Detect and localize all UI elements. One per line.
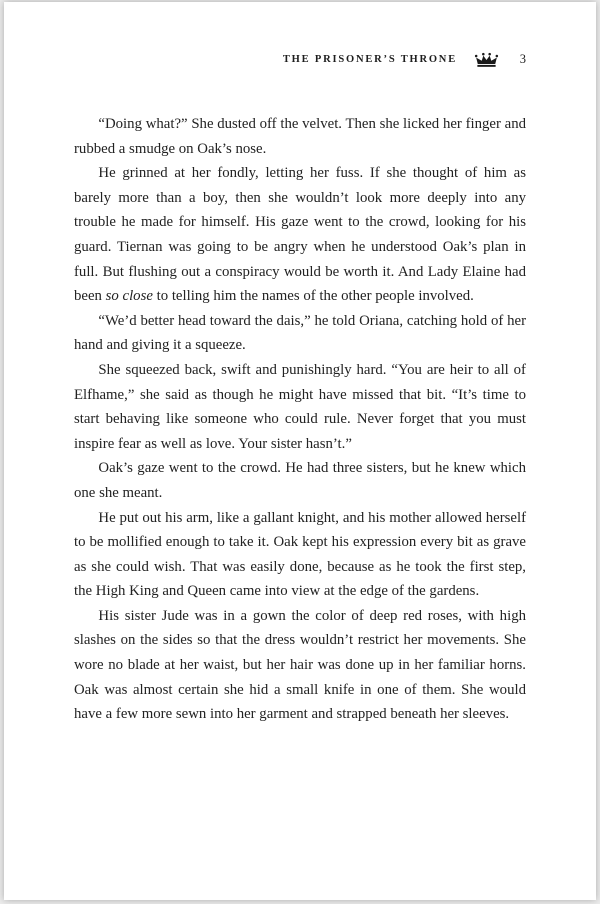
page-header <box>74 50 526 68</box>
text-run: She squeezed back, swift and punishingly hard. “You are heir to all of Elfhame,” she said as though he might have missed that bit. “It’s time to start behaving like someone who could rule. Never forget that you must inspire fear as well as love. Your sister hasn’t.” <box>74 361 526 452</box>
running-head-title: THE PRISONER’S THRONE <box>282 53 457 65</box>
page-number: 3 <box>519 51 526 66</box>
text-run: “Doing what?” She dusted off the velvet. Then she licked her finger and rubbed a smudge on Oak’s nose. <box>74 116 526 157</box>
text-run: Oak’s gaze went to the crowd. He had three sisters, but he knew which one she meant. <box>74 460 526 501</box>
text-run: His sister Jude was in a gown the color of deep red roses, with high slashes on the sides so that the dress wouldn’t restrict her movements. She wore no blade at her waist, but her hair was done up in her familiar horns. Oak was almost certain she hid a small knife in one of them. She would have a few more sewn into her garment and strapped beneath her sleeves. <box>74 607 526 723</box>
text-run: He put out his arm, like a gallant knight, and his mother allowed herself to be mollified enough to take it. Oak kept his expression every bit as grave as she could wish. That was easily done, because as he took the first step, the High King and Queen came into view at the edge of the gardens. <box>74 509 526 600</box>
paragraph <box>74 506 526 604</box>
crown-icon <box>473 50 500 68</box>
paragraph <box>74 456 526 505</box>
text-run: He grinned at her fondly, letting her fuss. If she thought of him as barely more than a boy, then she wouldn’t look more deeply into any trouble he made for himself. His gaze went to the crowd, looking for his guard. Tiernan was going to be angry when he understood Oak’s plan in full. But flushing out a conspiracy would be worth it. And Lady Elaine had been <box>74 165 526 305</box>
paragraph <box>74 604 526 727</box>
paragraph <box>74 112 526 161</box>
paragraph <box>74 358 526 456</box>
paragraph <box>74 309 526 358</box>
text-run: to telling him the names of the other people involved. <box>152 288 474 305</box>
book-page <box>4 2 596 900</box>
text-run: “We’d better head toward the dais,” he told Oriana, catching hold of her hand and giving it a squeeze. <box>74 312 526 354</box>
page-body <box>74 112 526 727</box>
paragraph <box>74 161 526 309</box>
italic-text-run: so close <box>105 288 153 305</box>
